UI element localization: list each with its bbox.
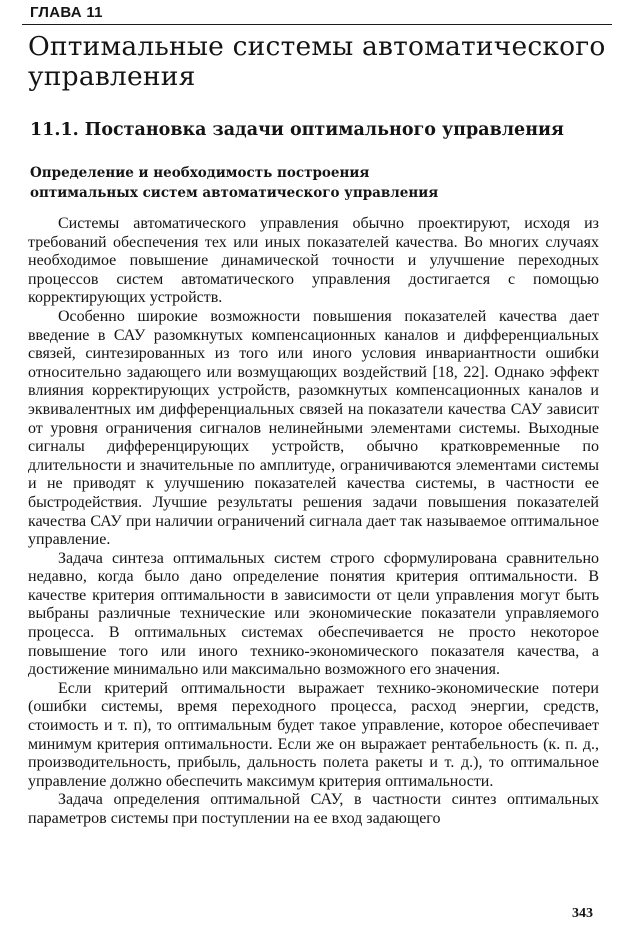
subsection-title-line1: Определение и необходимость построения	[30, 165, 370, 181]
page-number: 343	[572, 906, 593, 921]
paragraph-1: Системы автоматического управления обычно проектируют, исходя из требований обеспечения тех или иных показателей качества. Во многих случаях необходимое повышение динамической точности и улучшение переходных процессов систем автоматического управления достигается с помощью корректирующих устройств.	[28, 215, 599, 307]
subsection-title	[30, 163, 615, 203]
paragraph-5: Задача определения оптимальной САУ, в частности синтез оптимальных параметров системы при поступлении на ее вход задающего	[28, 791, 599, 827]
chapter-title: Оптимальные системы автоматического управления	[28, 31, 606, 92]
header-rule	[22, 24, 612, 25]
paragraph-2: Особенно широкие возможности повышения показателей качества дает введение в САУ разомкнутых компенсационных каналов и дифференциальных связей, синтезированных из того или иного условия инвариантности ошибки относительно задающего или возмущающих воздействий [18, 22]. Однако эффект влияния корректирующих устройств, разомкнутых компенсационных каналов и эквивалентных им дифференциальных связей на показатели качества САУ зависит от уровня ограничения сигналов нелинейными элементами системы. Выходные сигналы дифференцирующих устройств, обычно кратковременные по длительности и значительные по амплитуде, ограничиваются элементами системы и не приводят к улучшению показателей качества системы, в частности ее быстродействия. Лучшие результаты решения задачи повышения показателей качества САУ при наличии ограничений сигнала дает так называемое оптимальное управление.	[28, 307, 599, 549]
paragraph-3: Задача синтеза оптимальных систем строго сформулирована сравнительно недавно, когда было дано определение понятия критерия оптимальности. В качестве критерия оптимальности в зависимости от цели управления могут быть выбраны различные технические или экономические показатели управляемого процесса. В оптимальных системах обеспечивается не просто некоторое повышение того или иного технико-экономического показателя качества, а достижение минимально или максимально возможного его значения.	[28, 549, 599, 679]
subsection-title-line2: оптимальных систем автоматического управления	[30, 185, 439, 201]
body-text	[28, 215, 599, 829]
running-head: ГЛАВА 11	[30, 4, 103, 21]
section-title: 11.1. Постановка задачи оптимального управления	[30, 120, 564, 140]
paragraph-4: Если критерий оптимальности выражает технико-экономические потери (ошибки системы, время переходного процесса, расход энергии, средств, стоимость и т. п), то оптимальным будет такое управление, которое обеспечивает минимум критерия оптимальности. Если же он выражает рентабельность (к. п. д., производительность, прибыль, дальность полета ракеты и т. д.), то оптимальное управление должно обеспечить максимум критерия оптимальности.	[28, 679, 599, 790]
